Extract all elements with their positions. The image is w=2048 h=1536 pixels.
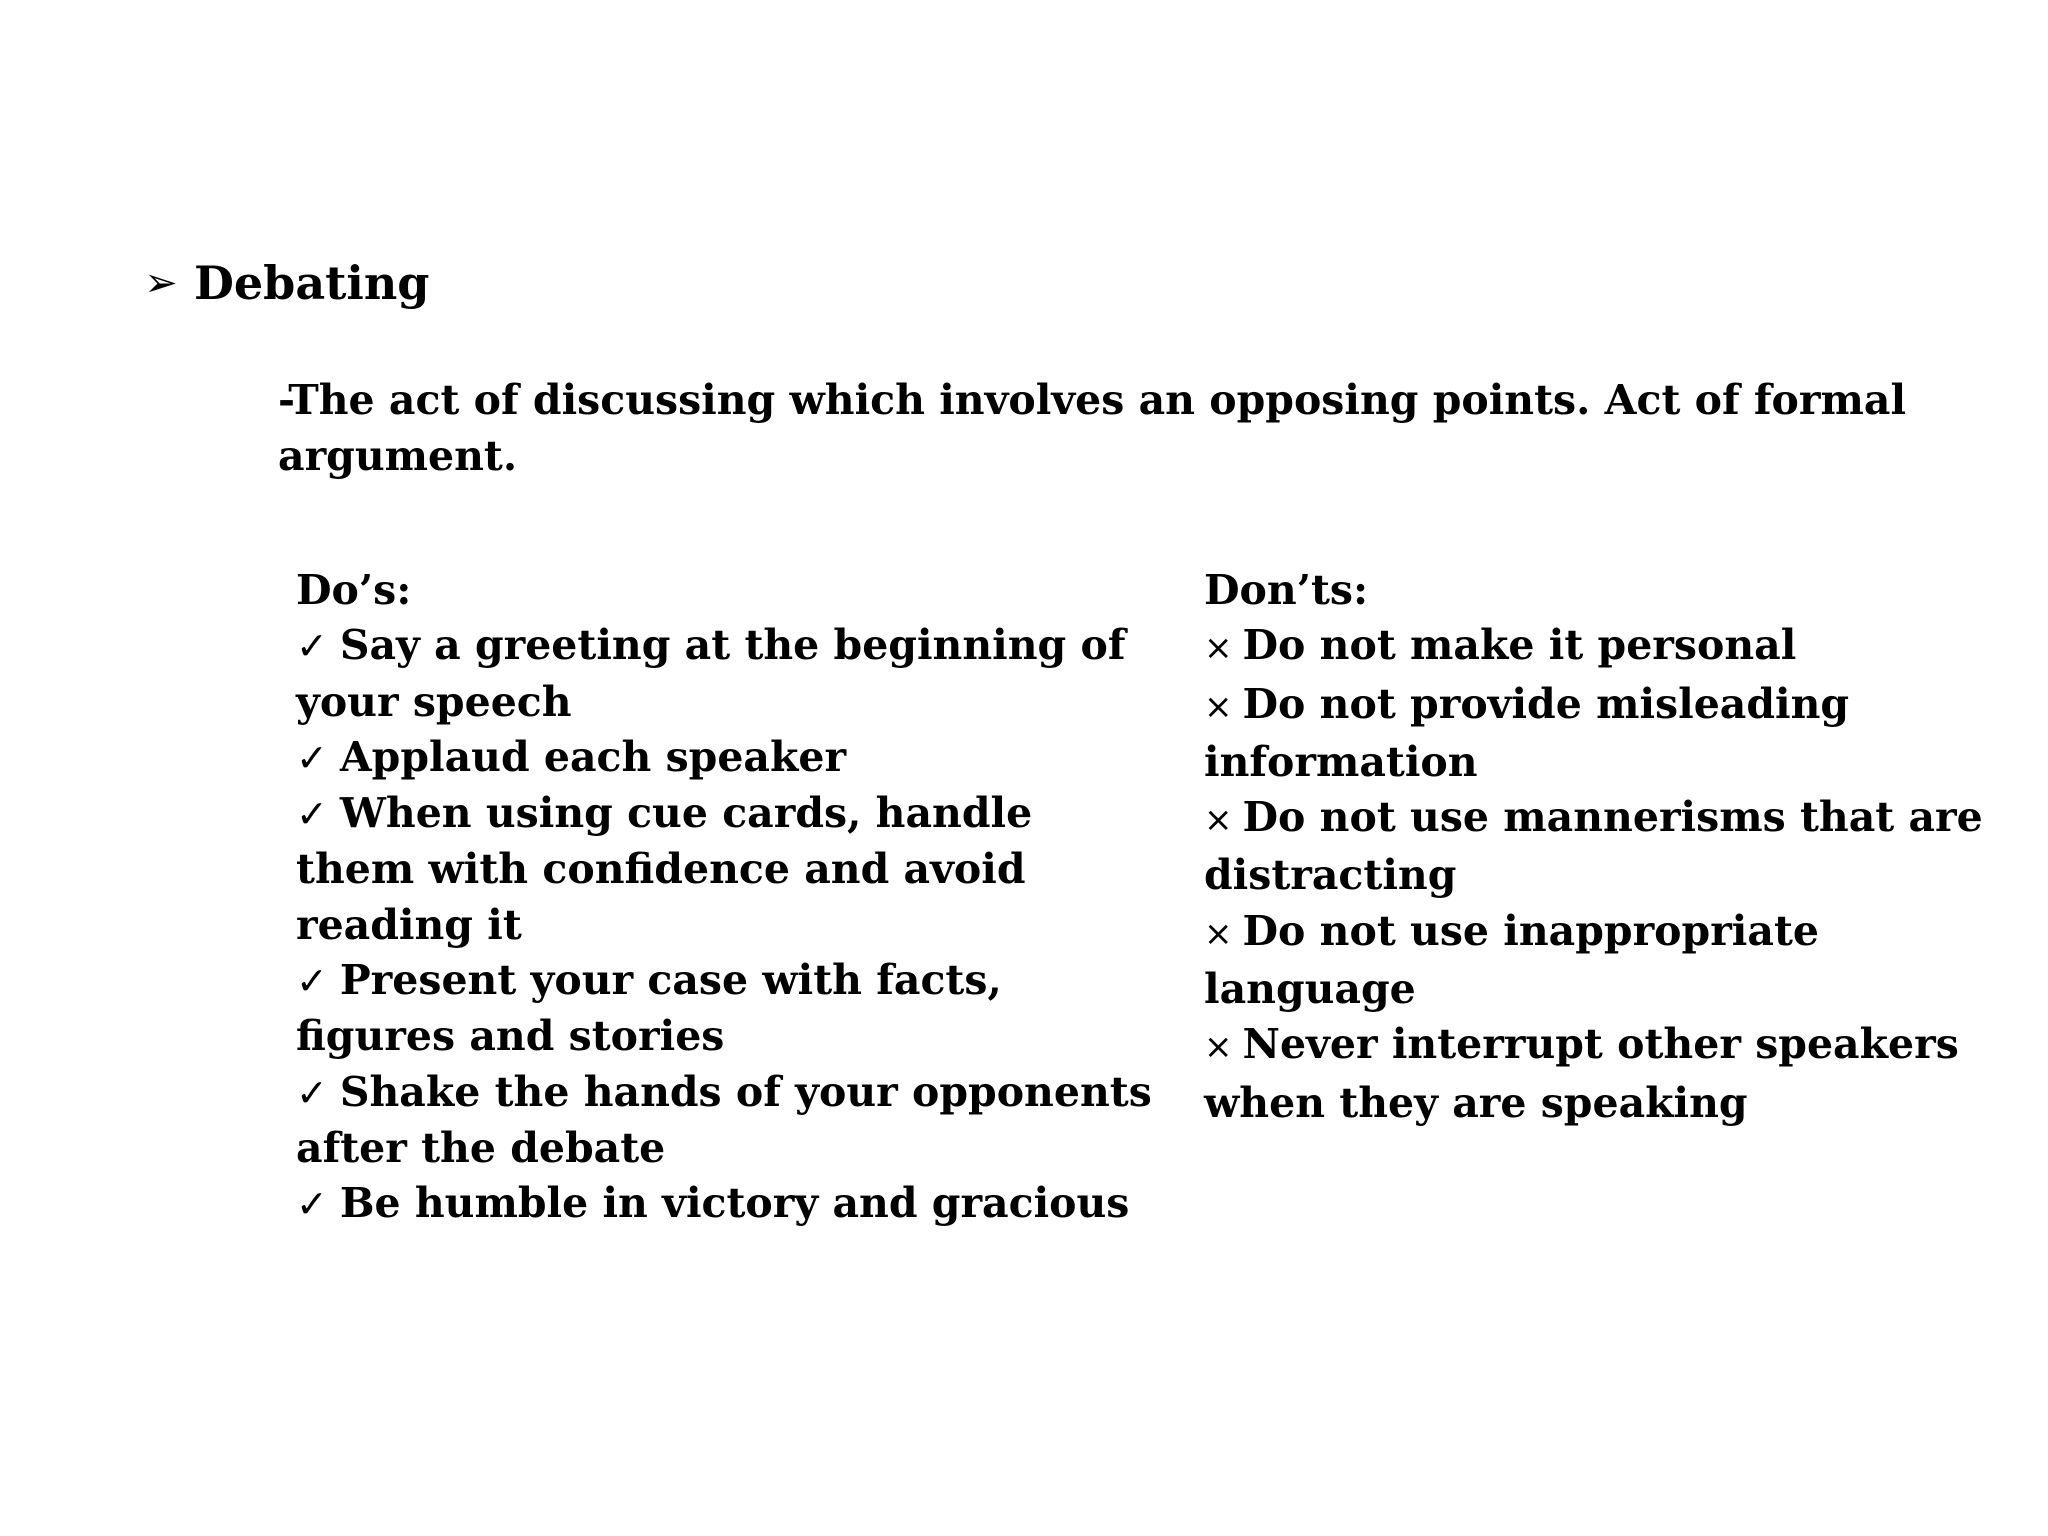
cross-icon: × xyxy=(1204,686,1233,727)
donts-title: Don’ts: xyxy=(1204,566,1369,614)
cross-icon: × xyxy=(1204,913,1233,954)
donts-column xyxy=(1204,563,2014,1131)
dos-item-text: When using cue cards, handle them with confidence and avoid reading it xyxy=(296,789,1033,949)
donts-item-text: Do not use mannerisms that are distracting xyxy=(1204,793,1983,900)
donts-item-text: Do not make it personal xyxy=(1242,621,1797,670)
dos-item-text: Applaud each speaker xyxy=(339,732,847,781)
dos-item-text: Be humble in victory and gracious xyxy=(339,1179,1130,1228)
heading-text: Debating xyxy=(194,256,430,310)
dos-item xyxy=(296,1176,1156,1232)
arrow-bullet-icon: ➢ xyxy=(144,260,178,306)
cross-icon: × xyxy=(1204,628,1233,669)
dos-item-text: Shake the hands of your opponents after the debate xyxy=(296,1067,1152,1172)
dos-item xyxy=(296,730,1156,786)
dos-item xyxy=(296,1065,1156,1177)
checkmark-icon: ✓ xyxy=(296,624,328,669)
donts-item xyxy=(1204,1017,2014,1131)
checkmark-icon: ✓ xyxy=(296,959,328,1004)
donts-item-text: Do not use inappropriate language xyxy=(1204,906,1819,1014)
definition-text: -The act of discussing which involves an opposing points. Act of formal argument. xyxy=(278,376,1907,480)
checkmark-icon: ✓ xyxy=(296,735,328,780)
slide-heading xyxy=(144,252,429,314)
dos-item xyxy=(296,618,1156,730)
checkmark-icon: ✓ xyxy=(296,1182,328,1227)
donts-item xyxy=(1204,904,2014,1018)
donts-item xyxy=(1204,618,2014,676)
cross-icon: × xyxy=(1204,1027,1233,1068)
dos-title: Do’s: xyxy=(296,566,412,614)
donts-item xyxy=(1204,790,2014,904)
checkmark-icon: ✓ xyxy=(296,1070,328,1115)
dos-column xyxy=(296,563,1156,1233)
dos-item xyxy=(296,953,1156,1065)
dos-item xyxy=(296,786,1156,953)
donts-item xyxy=(1204,677,2014,791)
donts-item-text: Never interrupt other speakers when they are speaking xyxy=(1204,1020,1959,1127)
donts-item-text: Do not provide misleading information xyxy=(1204,679,1850,786)
dos-item-text: Say a greeting at the beginning of your speech xyxy=(296,621,1126,726)
cross-icon: × xyxy=(1204,800,1233,841)
dos-item-text: Present your case with facts, figures and stories xyxy=(296,956,1002,1061)
checkmark-icon: ✓ xyxy=(296,792,328,837)
